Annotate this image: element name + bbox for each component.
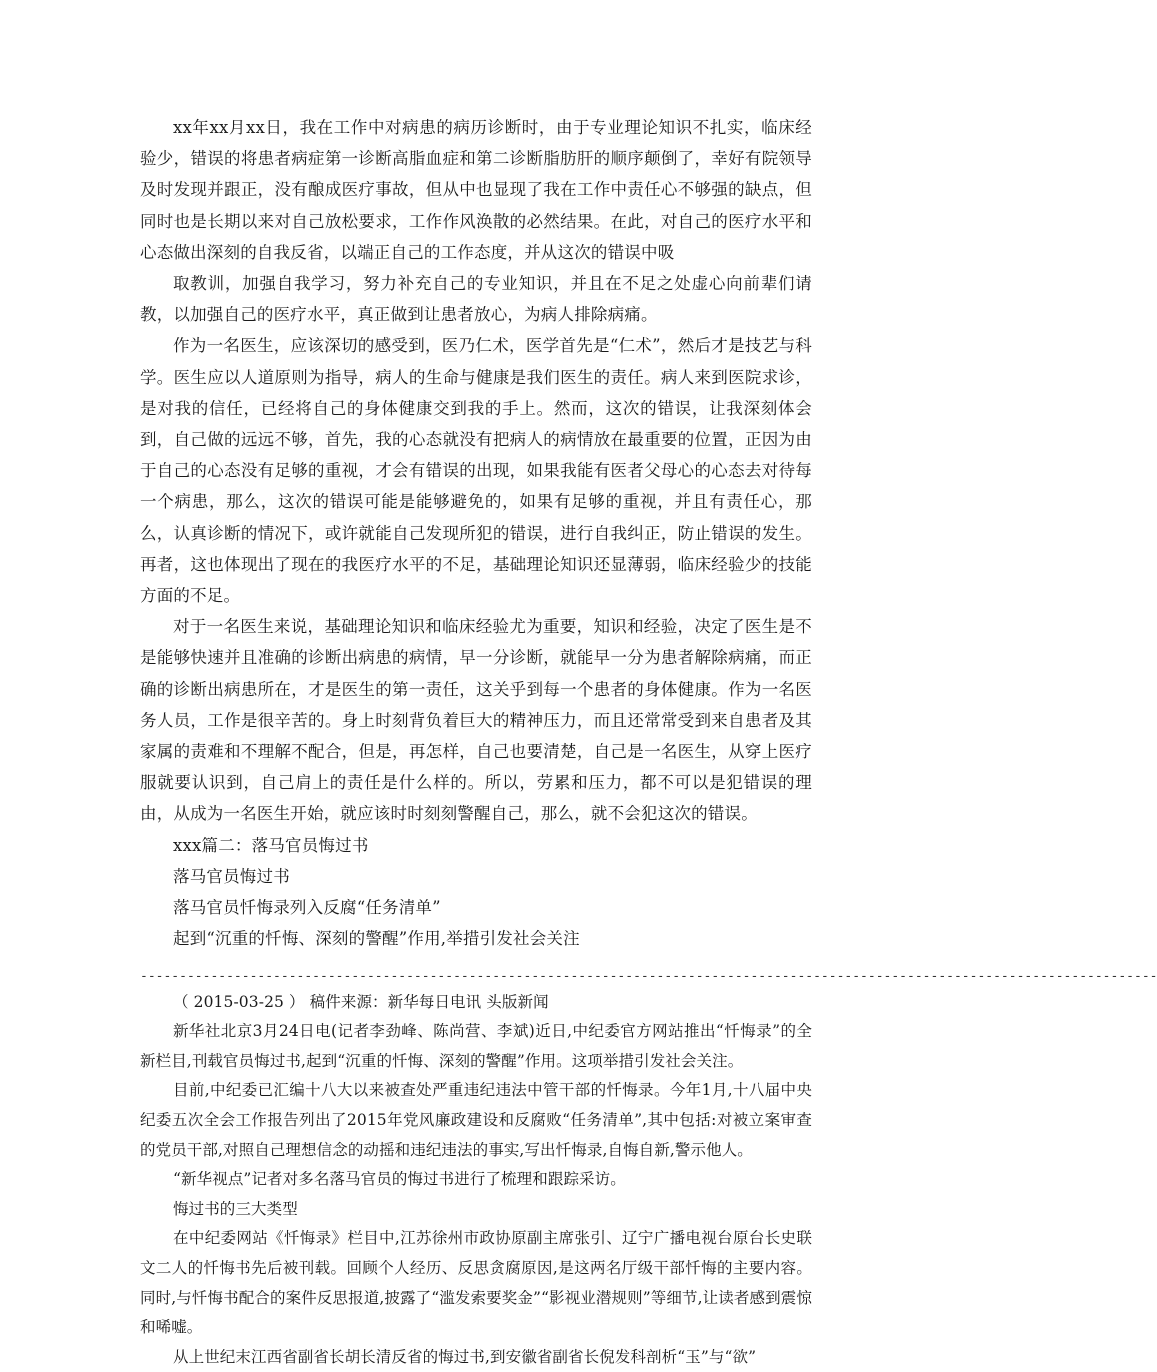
dashed-divider: ---------------------------------------------------------------------------------------------------------------------------------- (140, 968, 1157, 984)
paragraph: 从上世纪末江西省副省长胡长清反省的悔过书,到安徽省副省长倪发科剖析“玉”与“欲” (173, 1347, 757, 1366)
subsection-heading: 悔过书的三大类型 (173, 1199, 298, 1218)
article-headline: 落马官员忏悔录列入反腐“任务清单” (173, 897, 441, 917)
section-heading: xxx篇二：落马官员悔过书 (173, 835, 369, 855)
article-title: 落马官员悔过书 (173, 866, 290, 886)
paragraph: “新华视点”记者对多名落马官员的悔过书进行了梳理和跟踪采访。 (173, 1170, 626, 1189)
confession-letter (140, 112, 812, 830)
paragraph: 新华社北京3月24日电(记者李劲峰、陈尚营、李斌)近日,中纪委官方网站推出“忏悔录”的全新栏目,刊载官员悔过书,起到“沉重的忏悔、深刻的警醒”作用。这项举措引发社会关注。 (140, 1022, 812, 1070)
article-headings (140, 830, 812, 954)
paragraph: 取教训，加强自我学习，努力补充自己的专业知识，并且在不足之处虚心向前辈们请教，以加强自己的医疗水平，真正做到让患者放心，为病人排除病痛。 (140, 274, 812, 325)
document-page (140, 112, 1157, 1372)
paragraph: xx年xx月xx日，我在工作中对病患的病历诊断时，由于专业理论知识不扎实，临床经验少，错误的将患者病症第一诊断高脂血症和第二诊断脂肪肝的顺序颠倒了，幸好有院领导及时发现并跟正，没有酿成医疗事故，但从中也显现了我在工作中责任心不够强的缺点，但同时也是长期以来对自己放松要求，工作作风涣散的必然结果。在此，对自己的医疗水平和心态做出深刻的自我反省，以端正自己的工作态度，并从这次的错误中吸 (140, 118, 812, 262)
news-article (140, 988, 812, 1372)
article-source-line: （ 2015-03-25 ） 稿件来源：新华每日电讯 头版新闻 (173, 992, 549, 1011)
paragraph: 在中纪委网站《忏悔录》栏目中,江苏徐州市政协原副主席张引、辽宁广播电视台原台长史联文二人的忏悔书先后被刊载。回顾个人经历、反思贪腐原因,是这两名厅级干部忏悔的主要内容。同时,与忏悔书配合的案件反思报道,披露了“滥发索要奖金”“影视业潜规则”等细节,让读者感到震惊和唏嘘。 (140, 1229, 812, 1337)
paragraph: 作为一名医生，应该深切的感受到，医乃仁术，医学首先是“仁术”，然后才是技艺与科学。医生应以人道原则为指导，病人的生命与健康是我们医生的责任。病人来到医院求诊，是对我的信任，已经将自己的身体健康交到我的手上。然而，这次的错误，让我深刻体会到，自己做的远远不够，首先，我的心态就没有把病人的病情放在最重要的位置，正因为由于自己的心态没有足够的重视，才会有错误的出现，如果我能有医者父母心的心态去对待每一个病患，那么，这次的错误可能是能够避免的，如果有足够的重视，并且有责任心，那么，认真诊断的情况下，或许就能自己发现所犯的错误，进行自我纠正，防止错误的发生。再者，这也体现出了现在的我医疗水平的不足，基础理论知识还显薄弱，临床经验少的技能方面的不足。 (140, 336, 812, 606)
article-subheadline: 起到“沉重的忏悔、深刻的警醒”作用,举措引发社会关注 (173, 928, 580, 948)
paragraph: 目前,中纪委已汇编十八大以来被查处严重违纪违法中管干部的忏悔录。今年1月,十八届中央纪委五次全会工作报告列出了2015年党风廉政建设和反腐败“任务清单”,其中包括:对被立案审查的党员干部,对照自己理想信念的动摇和违纪违法的事实,写出忏悔录,自悔自新,警示他人。 (140, 1081, 812, 1159)
paragraph: 对于一名医生来说，基础理论知识和临床经验尤为重要，知识和经验，决定了医生是不是能够快速并且准确的诊断出病患的病情，早一分诊断，就能早一分为患者解除病痛，而正确的诊断出病患所在，才是医生的第一责任，这关乎到每一个患者的身体健康。作为一名医务人员，工作是很辛苦的。身上时刻背负着巨大的精神压力，而且还常常受到来自患者及其家属的责难和不理解不配合，但是，再怎样，自己也要清楚，自己是一名医生，从穿上医疗服就要认识到，自己肩上的责任是什么样的。所以，劳累和压力，都不可以是犯错误的理由，从成为一名医生开始，就应该时时刻刻警醒自己，那么，就不会犯这次的错误。 (140, 617, 812, 824)
